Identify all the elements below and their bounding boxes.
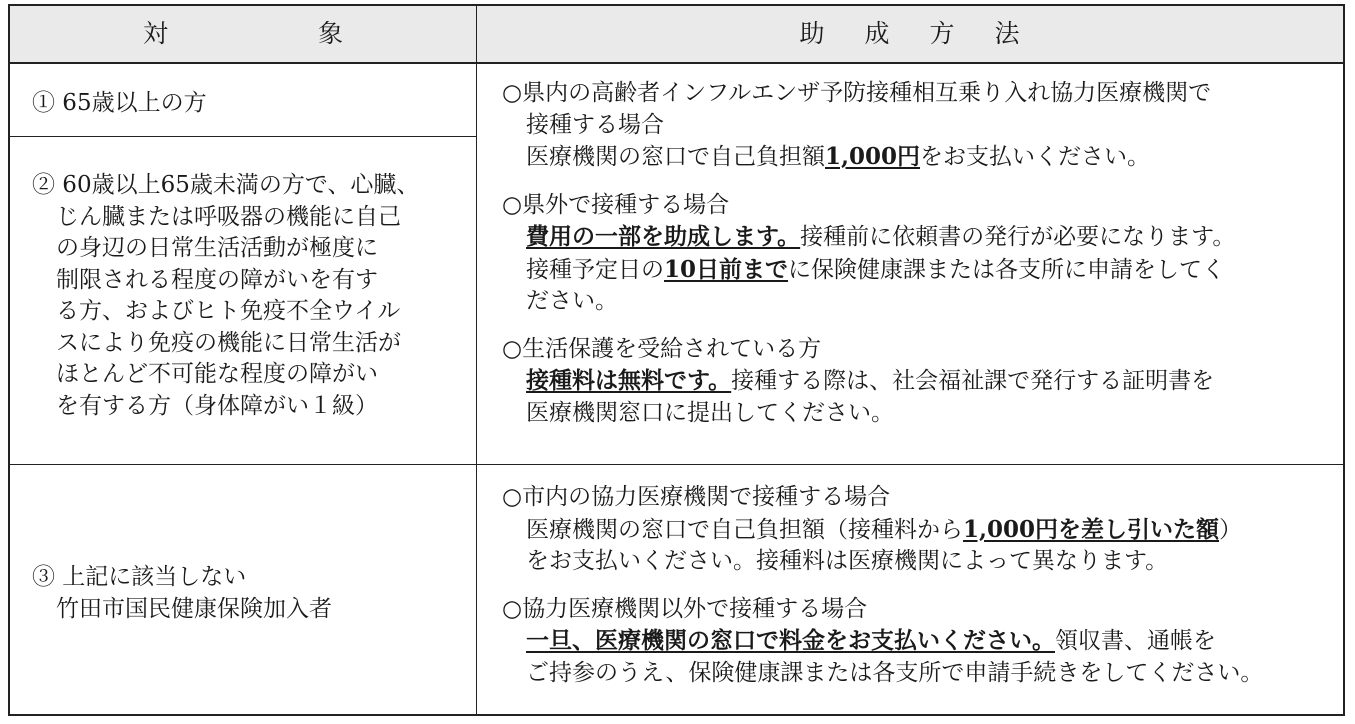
method-title: ○県外で接種する場合: [502, 191, 730, 218]
header-method-char: 成: [864, 19, 890, 48]
method-text: 接種予定日の: [526, 256, 664, 283]
row-divider: [10, 136, 476, 137]
method-body: [502, 221, 1342, 254]
method-text: 接種する際は、社会福祉課で発行する証明書を: [731, 368, 1215, 394]
method-text: に保険健康課または各支所に申請をしてく: [788, 256, 1226, 283]
method-body: [502, 514, 1342, 547]
target-3-line: 竹田市国民健康保険加入者: [56, 595, 332, 622]
method-text: をお支払いください。: [920, 144, 1151, 170]
method-body: ご持参のうえ、保険健康課または各支所で申請手続きをしてください。: [526, 659, 1264, 686]
target-2-line: の身辺の日常生活活動が極度に: [56, 235, 378, 261]
header-method: [476, 6, 1343, 62]
method-text: 接種前に依頼書の発行が必要になります。: [800, 224, 1236, 250]
method-body: [502, 141, 1342, 174]
method-title: ○協力医療機関以外で接種する場合: [502, 595, 868, 622]
target-2-line: 制限される程度の障がいを有す: [56, 266, 378, 293]
method-emphasis: 接種料は無料です。: [526, 367, 732, 394]
column-divider: [476, 6, 477, 714]
target-1-text: ① 65歳以上の方: [32, 90, 207, 116]
header-method-char: 助: [799, 19, 825, 48]
method-body: をお支払いください。接種料は医療機関によって異なります。: [526, 548, 1169, 574]
header-target-char: 象: [318, 19, 344, 48]
target-3-line: ③ 上記に該当しない: [32, 564, 247, 590]
method-group-1: [502, 78, 1342, 429]
method-title: ○市内の協力医療機関で接種する場合: [502, 484, 891, 510]
table-header: [10, 6, 1343, 64]
method-body: [502, 625, 1342, 658]
method-body: 医療機関窓口に提出してください。: [526, 399, 894, 426]
header-target-char: 対: [142, 19, 168, 48]
method-text: 医療機関の窓口で自己負担額（接種料から: [526, 516, 963, 543]
header-method-char: 法: [994, 19, 1020, 48]
target-1: [32, 88, 472, 120]
row-divider: [10, 464, 1343, 465]
method-title: ○生活保護を受給されている方: [502, 335, 822, 362]
method-group-2: [502, 482, 1342, 689]
method-emphasis: 費用の一部を助成します。: [526, 223, 801, 250]
subsidy-table: [8, 4, 1345, 716]
method-text: 領収書、通帳を: [1055, 628, 1216, 654]
target-2-line: ② 60歳以上65歳未満の方で、心臓、: [32, 172, 420, 198]
header-target: [10, 6, 476, 62]
method-emphasis: 1,000円を差し引いた額: [963, 515, 1220, 543]
target-2-line: じん臓または呼吸器の機能に自己: [56, 203, 401, 230]
method-text: ）: [1219, 516, 1243, 543]
target-2-line: る方、およびヒト免疫不全ウイル: [56, 298, 401, 324]
method-text: 医療機関の窓口で自己負担額: [526, 144, 825, 170]
target-2-line: スにより免疫の機能に日常生活が: [56, 329, 401, 356]
method-body: [502, 254, 1342, 287]
method-emphasis: 1,000円: [825, 143, 921, 170]
target-3: [32, 562, 472, 625]
method-emphasis: 10日前まで: [664, 255, 789, 283]
target-2: [32, 170, 472, 422]
method-emphasis: 一旦、医療機関の窓口で料金をお支払いください。: [526, 627, 1055, 654]
header-method-char: 方: [929, 19, 955, 48]
method-body: [502, 365, 1342, 398]
method-title: ○県内の高齢者インフルエンザ予防接種相互乗り入れ協力医療機関で: [502, 80, 1212, 106]
target-2-line: ほとんど不可能な程度の障がい: [56, 361, 378, 387]
method-title: 接種する場合: [526, 111, 664, 138]
target-2-line: を有する方（身体障がい１級）: [56, 392, 378, 419]
method-body: ださい。: [526, 288, 618, 314]
